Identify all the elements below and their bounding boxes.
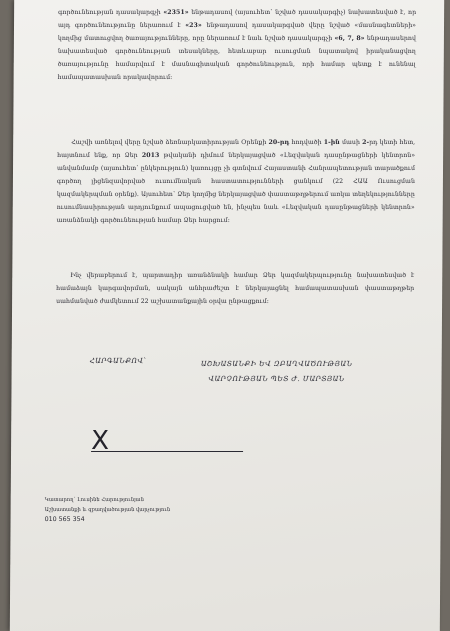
footer-contact bbox=[45, 495, 171, 525]
paragraph-1: գործունեության դասակարգչի «2351» ենթադասով (այսուհետ՝ նշված դասակարգիչ) նախատեսված է, որ այդ գործունեությունը ներառում է «23» ենթադասով դասակարգված վերը նշված «մասնագետների» կողմից մատուցվող ծառայությունները, որը ներառում է նաև նշված դասակարգչի «6, 7, 8» ենթադասերով նախատեսված գործունեության տեսակները, հետևաբար ուսուցման նպատակով իրականացվող ծառայությունը համարվում է մասնագիտական գործունեություն, որի համար պետք է ունենալ համապատասխան որակավորում։ bbox=[57, 9, 417, 81]
signatory-title bbox=[177, 357, 377, 387]
signature-line bbox=[91, 451, 243, 452]
footer-department: Աշխատանքի և զբաղվածության վարչություն bbox=[44, 507, 171, 513]
paragraph-3: Ինչ վերաբերում է, պարտադիր առանձնակի համար Ձեր կազմակերպությունը նախատեսված է համաձայն կարգավորման, սակայն անհրաժեշտ է ներկայացնել համապատասխան փաստաթղթեր սահմանված ժամկետում 22 աշխատանքային օրվա ընթացքում։ bbox=[56, 272, 415, 305]
document-page bbox=[10, 0, 444, 631]
signature-mark: X bbox=[91, 426, 110, 456]
paragraph-2: Հաշվի առնելով վերը նշված ձեռնարկատիրության Օրենքի 20-րդ հոդվածի 1-ին մասի 2-րդ կետի հետ, հայտնում ենք, որ Ձեր 2013 թվականի դիմում ներկայացված «Լեզվական դասընթացների կենտրոն» անվանմամբ (այսուհետ՝ ընկերություն) կառույցը չի գտնվում Հայաստանի Հանրապետության տարածքում գործող լիցենզավորված ուսումնական հաստատությունների ցանկում (22 ՀԱԱ Ուսուցման կազմակերպման օրենք). Այսուհետ՝ Ձեր կողմից ներկայացված փաստաթղթերում առկա տեղեկությունները ուսումնասիրության արդյունքում ապացուցված են, ինչպես նաև «Լեզվական դասընթացների կենտրոն» առանձնակի գործունեության համար Ձեր հարցում։ bbox=[56, 139, 416, 224]
footer-phone: 010 565 354 bbox=[44, 516, 85, 523]
signatory-name: ՎԱՐՉՈՒԹՅԱՆ ՊԵՏ Ժ. ՄԱՐՏՅԱՆ bbox=[208, 375, 345, 383]
footer-executor: Կատարող՝ Լուսինե Հարությունյան bbox=[44, 497, 144, 503]
signatory-department: ԱՇԽԱՏԱՆՔԻ ԵՎ ԶԲԱՂՎԱԾՈՒԹՅԱՆ bbox=[200, 360, 353, 368]
signature-salutation: ՀԱՐԳԱՆՔՈՎ՝ bbox=[89, 357, 147, 365]
